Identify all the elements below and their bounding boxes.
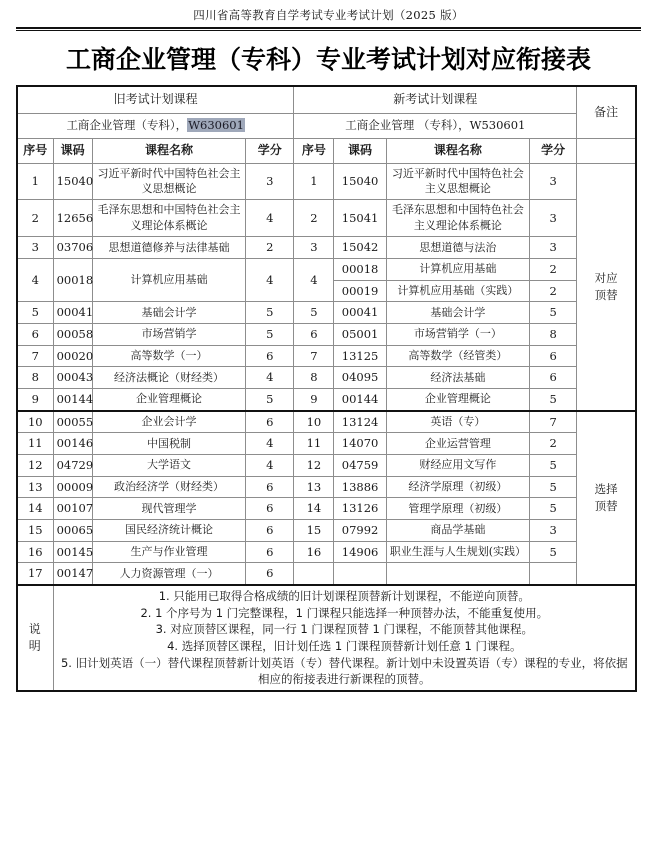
cell-old-seq: 5 [17,302,53,324]
cell-new-credit: 5 [530,302,577,324]
cell-new-credit: 2 [530,258,577,280]
cell-new-code: 13125 [334,345,386,367]
cell-old-name: 思想道德修养与法律基础 [92,237,245,259]
cell-old-seq: 1 [17,163,53,200]
cell-old-code: 00065 [53,519,92,541]
cell-new-name: 基础会计学 [386,302,529,324]
cell-old-credit: 5 [246,388,294,410]
col-old-seq: 序号 [17,138,53,163]
table-row [17,302,636,324]
cell-old-seq: 8 [17,367,53,389]
cell-new-credit: 5 [530,541,577,563]
cell-old-credit: 6 [246,563,294,585]
document-caption: 四川省高等教育自学考试专业考试计划（2025 版） [193,8,464,22]
subheader-new-major: 工商企业管理 （专科），W530601 [294,113,577,138]
table-row [17,258,636,280]
highlighted-major-code[interactable]: W630601 [188,118,244,133]
cell-old-code: 00020 [53,345,92,367]
cell-new-seq: 3 [294,237,334,259]
cell-new-code: 13886 [334,476,386,498]
cell-old-name: 高等数学（一） [92,345,245,367]
cell-old-code: 03706 [53,237,92,259]
table-row [17,388,636,410]
cell-new-credit: 8 [530,323,577,345]
cell-old-seq: 15 [17,519,53,541]
cell-new-credit: 5 [530,498,577,520]
cell-old-code: 00058 [53,323,92,345]
table-row [17,323,636,345]
cell-new-code: 07992 [334,519,386,541]
cell-new-seq: 7 [294,345,334,367]
cell-new-credit: 6 [530,345,577,367]
cell-new-code: 04095 [334,367,386,389]
table-row [17,454,636,476]
cell-old-code: 00146 [53,433,92,455]
remark-optional: 选择 顶替 [577,411,636,585]
col-new-seq: 序号 [294,138,334,163]
cell-new-name: 计算机应用基础 [386,258,529,280]
cell-new-name: 企业管理概论 [386,388,529,410]
cell-old-credit: 6 [246,411,294,433]
cell-new-seq: 4 [294,258,334,301]
table-body [17,86,636,691]
cell-new-seq: 6 [294,323,334,345]
cell-new-code: 00041 [334,302,386,324]
cell-new-name [386,563,529,585]
cell-new-credit: 5 [530,388,577,410]
cell-old-code: 15040 [53,163,92,200]
band-remark: 备注 [577,86,636,138]
notes-label: 说 明 [17,585,53,691]
table-row [17,433,636,455]
cell-new-seq [294,563,334,585]
col-old-code: 课码 [53,138,92,163]
cell-new-name: 毛泽东思想和中国特色社会主义理论体系概论 [386,200,529,237]
cell-new-name: 经济法基础 [386,367,529,389]
cell-old-name: 毛泽东思想和中国特色社会主义理论体系概论 [92,200,245,237]
cell-old-name: 政治经济学（财经类） [92,476,245,498]
cell-old-seq: 9 [17,388,53,410]
cell-new-seq: 9 [294,388,334,410]
cell-new-seq: 16 [294,541,334,563]
table-row [17,498,636,520]
col-remark-blank [577,138,636,163]
cell-old-seq: 6 [17,323,53,345]
notes-content [53,585,636,691]
cell-new-name: 思想道德与法治 [386,237,529,259]
cell-new-name: 管理学原理（初级） [386,498,529,520]
cell-old-name: 国民经济统计概论 [92,519,245,541]
cell-new-credit: 6 [530,367,577,389]
cell-new-seq: 14 [294,498,334,520]
cell-old-name: 计算机应用基础 [92,258,245,301]
cell-old-seq: 16 [17,541,53,563]
cell-old-credit: 6 [246,519,294,541]
cell-new-credit: 3 [530,519,577,541]
cell-old-seq: 7 [17,345,53,367]
note-item-4: 4. 选择顶替区课程，旧计划任选 1 门课程顶替新计划任意 1 门课程。 [167,639,522,654]
cell-new-seq: 13 [294,476,334,498]
cell-old-seq: 4 [17,258,53,301]
cell-old-credit: 4 [246,258,294,301]
table-row [17,345,636,367]
cell-old-name: 习近平新时代中国特色社会主义思想概论 [92,163,245,200]
cell-new-code: 05001 [334,323,386,345]
cell-old-name: 经济法概论（财经类） [92,367,245,389]
note-item-3: 3. 对应顶替区课程，同一行 1 门课程顶替 1 门课程，不能顶替其他课程。 [155,622,533,637]
cell-new-seq: 15 [294,519,334,541]
cell-old-code: 00043 [53,367,92,389]
cell-old-name: 企业会计学 [92,411,245,433]
cell-new-code: 00018 [334,258,386,280]
cell-old-code: 04729 [53,454,92,476]
cell-old-code: 12656 [53,200,92,237]
col-new-credit: 学分 [530,138,577,163]
cell-new-seq: 1 [294,163,334,200]
cell-new-seq: 2 [294,200,334,237]
note-item-2: 2. 1 个序号为 1 门完整课程，1 门课程只能选择一种顶替办法，不能重复使用。 [140,605,549,620]
cell-new-credit: 5 [530,476,577,498]
cell-old-credit: 6 [246,541,294,563]
cell-new-code: 00019 [334,280,386,302]
cell-new-credit: 5 [530,454,577,476]
cell-old-credit: 4 [246,367,294,389]
cell-old-code: 00009 [53,476,92,498]
cell-new-name: 习近平新时代中国特色社会主义思想概论 [386,163,529,200]
cell-old-credit: 4 [246,454,294,476]
cell-new-seq: 8 [294,367,334,389]
remark-corresponding: 对应 顶替 [577,163,636,411]
cell-new-seq: 11 [294,433,334,455]
cell-new-credit: 3 [530,200,577,237]
cell-new-name: 市场营销学（一） [386,323,529,345]
cell-new-name: 计算机应用基础（实践） [386,280,529,302]
note-item-5: 5. 旧计划英语（一）替代课程顶替新计划英语（专）替代课程。新计划中未设置英语（专）课程的专业，将依据相应的衔接表进行新课程的顶替。 [60,655,628,687]
band-new-plan: 新考试计划课程 [294,86,577,113]
cell-old-credit: 5 [246,323,294,345]
cell-old-code: 00147 [53,563,92,585]
cell-new-credit: 7 [530,411,577,433]
cell-old-name: 大学语文 [92,454,245,476]
table-row [17,476,636,498]
cell-old-name: 现代管理学 [92,498,245,520]
cell-old-seq: 11 [17,433,53,455]
cell-old-code: 00055 [53,411,92,433]
cell-old-credit: 4 [246,200,294,237]
cell-old-code: 00144 [53,388,92,410]
table-row [17,411,636,433]
cell-new-code: 13124 [334,411,386,433]
cell-old-seq: 14 [17,498,53,520]
cell-new-credit: 2 [530,433,577,455]
cell-old-credit: 5 [246,302,294,324]
cell-new-code: 13126 [334,498,386,520]
table-row [17,237,636,259]
col-new-code: 课码 [334,138,386,163]
cell-new-name: 职业生涯与人生规划(实践） [386,541,529,563]
table-row [17,563,636,585]
notes-row [17,585,636,691]
cell-old-code: 00145 [53,541,92,563]
cell-old-code: 00041 [53,302,92,324]
band-old-plan: 旧考试计划课程 [17,86,294,113]
note-item-1: 1. 只能用已取得合格成绩的旧计划课程顶替新计划课程，不能逆向顶替。 [158,589,530,603]
subheader-old-major: 工商企业管理（专科），W630601 [17,113,294,138]
cell-new-credit: 3 [530,237,577,259]
cell-new-name: 经济学原理（初级） [386,476,529,498]
cell-new-name: 财经应用文写作 [386,454,529,476]
cell-new-seq: 10 [294,411,334,433]
cell-new-name: 商品学基础 [386,519,529,541]
cell-old-code: 00107 [53,498,92,520]
cell-old-name: 中国税制 [92,433,245,455]
table-subheader [17,113,636,138]
cell-old-seq: 17 [17,563,53,585]
divider-thin-line [16,30,641,31]
table-row [17,200,636,237]
cell-old-credit: 6 [246,476,294,498]
cell-new-code: 14070 [334,433,386,455]
cell-old-seq: 3 [17,237,53,259]
cell-old-seq: 12 [17,454,53,476]
title-divider [16,27,641,31]
col-new-name: 课程名称 [386,138,529,163]
cell-new-seq: 12 [294,454,334,476]
course-mapping-table [16,85,637,692]
table-row [17,519,636,541]
cell-old-credit: 2 [246,237,294,259]
table-row [17,163,636,200]
cell-new-code: 15040 [334,163,386,200]
cell-new-code: 15041 [334,200,386,237]
cell-new-credit: 3 [530,163,577,200]
cell-new-name: 英语（专） [386,411,529,433]
cell-old-name: 生产与作业管理 [92,541,245,563]
cell-new-code: 15042 [334,237,386,259]
col-old-credit: 学分 [246,138,294,163]
cell-old-seq: 13 [17,476,53,498]
cell-new-seq: 5 [294,302,334,324]
cell-old-name: 基础会计学 [92,302,245,324]
cell-new-code: 14906 [334,541,386,563]
cell-new-credit [530,563,577,585]
table-column-header [17,138,636,163]
cell-new-name: 企业运营管理 [386,433,529,455]
cell-old-code: 00018 [53,258,92,301]
table-row [17,367,636,389]
cell-new-code: 04759 [334,454,386,476]
cell-old-name: 人力资源管理（一） [92,563,245,585]
col-old-name: 课程名称 [92,138,245,163]
cell-new-code: 00144 [334,388,386,410]
cell-new-code [334,563,386,585]
page-title: 工商企业管理（专科）专业考试计划对应衔接表 [65,45,591,74]
table-band-header [17,86,636,113]
cell-old-seq: 2 [17,200,53,237]
cell-old-seq: 10 [17,411,53,433]
cell-new-credit: 2 [530,280,577,302]
cell-old-credit: 6 [246,498,294,520]
cell-old-name: 市场营销学 [92,323,245,345]
cell-old-name: 企业管理概论 [92,388,245,410]
table-row [17,541,636,563]
cell-new-name: 高等数学（经管类） [386,345,529,367]
cell-old-credit: 3 [246,163,294,200]
cell-old-credit: 4 [246,433,294,455]
cell-old-credit: 6 [246,345,294,367]
